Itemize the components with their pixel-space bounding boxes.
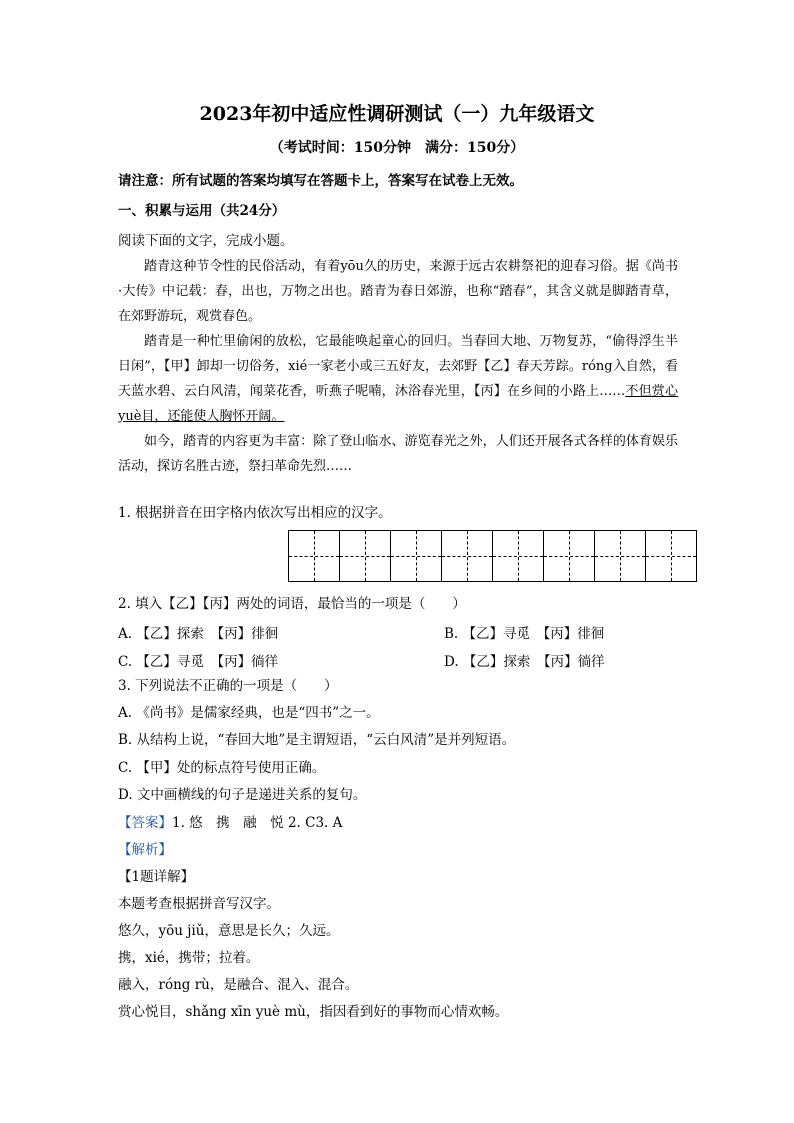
explanation-line: 本题考查根据拼音写汉字。 bbox=[118, 896, 280, 912]
tianzige-grid[interactable] bbox=[289, 530, 697, 582]
section-heading: 一、积累与运用（共24分） bbox=[118, 203, 286, 219]
tianzige-cell[interactable] bbox=[492, 530, 544, 582]
page-title: 2023年初中适应性调研测试（一）九年级语文 bbox=[199, 103, 595, 125]
notice: 请注意：所有试题的答案均填写在答题卡上，答案写在试卷上无效。 bbox=[118, 173, 523, 189]
tianzige-cell[interactable] bbox=[288, 530, 340, 582]
exam-info: （考试时间：150分钟 满分：150分） bbox=[269, 140, 525, 156]
explanation-line: 融入，róng rù，是融合、混入、混合。 bbox=[118, 977, 359, 993]
answer-text: 1. 悠 携 融 悦 2. C3. A bbox=[172, 815, 343, 831]
question-2-option-a: A. 【乙】探索 【丙】徘徊 bbox=[118, 626, 279, 642]
passage-paragraph-3: 如今，踏青的内容更为丰富：除了登山临水、游览春光之外，人们还开展各式各样的体育娱乐活动，探访名胜古迹，祭扫革命先烈…… bbox=[118, 434, 678, 474]
answer-label: 【答案】 bbox=[118, 815, 172, 831]
section-intro: 阅读下面的文字，完成小题。 bbox=[118, 233, 294, 249]
question-3-option-a: A. 《尚书》是儒家经典，也是“四书”之一。 bbox=[118, 705, 380, 721]
tianzige-cell[interactable] bbox=[390, 530, 442, 582]
passage-paragraph-2-text: 踏青是一种忙里偷闲的放松，它最能唤起童心的回归。当春回大地、万物复苏，“偷得浮生半日闲”，【甲】卸却一切俗务，xié一家老小或三五好友，去郊野【乙】春天芳踪。róng入自然，看天蓝水碧、云白风清，闻菜花香，听燕子呢喃，沐浴春光里，【丙】在乡间的小路上…… bbox=[118, 334, 678, 399]
question-2-option-c: C. 【乙】寻觅 【丙】徜徉 bbox=[118, 654, 279, 670]
question-2-option-b: B. 【乙】寻觅 【丙】徘徊 bbox=[444, 626, 605, 642]
question-2-option-d: D. 【乙】探索 【丙】徜徉 bbox=[444, 654, 605, 670]
explanation-line: 赏心悦目，shǎng xīn yuè mù，指因看到好的事物而心情欢畅。 bbox=[118, 1004, 509, 1020]
question-3-option-b: B. 从结构上说，“春回大地”是主谓短语，“云白风清”是并列短语。 bbox=[118, 732, 516, 748]
underlined-sentence: 不但赏心yuè目，还能使人胸怀开阔。 bbox=[118, 384, 678, 424]
analysis-label: 【解析】 bbox=[118, 842, 172, 858]
question-3-option-c: C. 【甲】处的标点符号使用正确。 bbox=[118, 760, 326, 776]
tianzige-cell[interactable] bbox=[594, 530, 646, 582]
tianzige-cell[interactable] bbox=[441, 530, 493, 582]
question-3-option-d: D. 文中画横线的句子是递进关系的复句。 bbox=[118, 787, 367, 803]
q1-explanation-heading: 【1题详解】 bbox=[118, 869, 195, 885]
question-3-stem: 3. 下列说法不正确的一项是（ ） bbox=[118, 678, 338, 694]
explanation-line: 悠久，yōu jiǔ，意思是长久；久远。 bbox=[118, 923, 340, 939]
tianzige-cell[interactable] bbox=[543, 530, 595, 582]
tianzige-cell[interactable] bbox=[645, 530, 697, 582]
explanation-line: 携，xié，携带；拉着。 bbox=[118, 950, 260, 966]
answer-line bbox=[118, 814, 342, 832]
passage-paragraph-2 bbox=[118, 329, 678, 429]
passage-paragraph-1: 踏青这种节令性的民俗活动，有着yōu久的历史，来源于远古农耕祭祀的迎春习俗。据《尚书·大传》中记载：春，出也，万物之出也。踏青为春日郊游，也称“踏春”，其含义就是脚踏青草，在郊野游玩，观赏春色。 bbox=[118, 259, 678, 324]
tianzige-cell[interactable] bbox=[339, 530, 391, 582]
question-1-stem: 1. 根据拼音在田字格内依次写出相应的汉字。 bbox=[118, 505, 392, 521]
reading-passage bbox=[118, 254, 678, 479]
question-2-stem: 2. 填入【乙】【丙】两处的词语，最恰当的一项是（ ） bbox=[118, 596, 466, 612]
